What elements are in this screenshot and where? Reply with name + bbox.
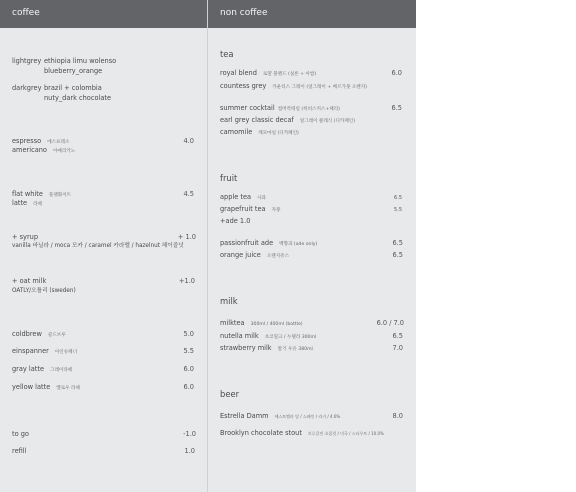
menu-item-refill: refill: [12, 447, 27, 455]
item-name: yellow latte: [12, 383, 51, 391]
menu-item-passionfruit-ade: [220, 239, 317, 249]
item-name: summer cocktail: [220, 104, 275, 112]
item-name: nutella milk: [220, 332, 259, 340]
price-orange-juice: 6.5: [392, 251, 403, 259]
price-einspanner: 5.5: [183, 347, 194, 355]
section-title-fruit: fruit: [220, 173, 238, 183]
menu-item-grapefruit-tea: [220, 205, 280, 215]
coffee-panel: [0, 0, 207, 492]
price-yellow-latte: 6.0: [183, 383, 194, 391]
item-korean: 옐로우 라떼: [56, 386, 80, 391]
menu-item-nutella-milk: [220, 332, 316, 342]
item-korean: 에스프레소: [47, 140, 70, 145]
section-title-beer: beer: [220, 389, 240, 399]
menu-item-ade-option: +ade 1.0: [220, 217, 251, 225]
item-korean: 얼그레이 클래식 (디카페인): [299, 119, 356, 124]
price-passionfruit-ade: 6.5: [392, 239, 403, 247]
item-korean: 플랫화이트: [48, 193, 72, 198]
menu-item-camomile: [220, 128, 299, 138]
item-korean: 사과: [257, 196, 266, 201]
price-coldbrew: 5.0: [183, 330, 194, 338]
item-korean: 브루클린 초콜릿 / 미국 / 스타우트 / 10.0%: [307, 431, 384, 436]
non-coffee-panel: [208, 0, 416, 492]
non-coffee-header: [208, 0, 416, 28]
menu-item-oat-milk: + oat milk: [12, 277, 47, 285]
item-korean: 아인슈페너: [54, 350, 78, 355]
item-korean: 라떼: [33, 202, 42, 207]
blend-darkgrey-notes: nuty_dark chocolate: [44, 94, 112, 102]
menu-item-einspanner: [12, 347, 77, 357]
section-title-tea: tea: [220, 49, 234, 59]
item-name: gray latte: [12, 365, 45, 373]
menu-item-royal-blend: [220, 69, 316, 79]
item-korean: 딸기 우유 380ml: [277, 347, 313, 352]
menu-item-summer-cocktail: [220, 104, 340, 114]
coffee-title: coffee: [12, 8, 40, 18]
price-estrella-damm: 8.0: [392, 412, 403, 420]
menu-item-countess-grey: [220, 82, 367, 92]
item-korean: 캐모마일 (디카페인): [258, 131, 299, 136]
item-name: Estrella Damm: [220, 412, 269, 420]
section-title-milk: milk: [220, 296, 238, 306]
item-korean: 썸머칵테일 (히비스커스+체리): [277, 107, 340, 112]
oat-milk-note: OATLY/오틀리 (sweden): [12, 288, 76, 294]
item-korean: 그레이라떼: [50, 368, 73, 373]
price-oat-milk: +1.0: [178, 277, 195, 285]
price-grapefruit-tea: 5.5: [394, 207, 402, 213]
menu-item-yellow-latte: [12, 383, 80, 393]
item-name: einspanner: [12, 347, 49, 355]
price-milktea: 6.0 / 7.0: [376, 319, 404, 327]
item-name: flat white: [12, 190, 43, 198]
item-korean: 카운티스 그레이 (얼그레이 + 베르가못 오렌지): [272, 85, 367, 90]
price-refill: 1.0: [184, 447, 195, 455]
price-to-go: -1.0: [183, 430, 196, 438]
item-korean: 백향과 (ade only): [279, 242, 318, 247]
menu-item-americano: [12, 146, 75, 156]
price-royal-blend: 6.0: [391, 69, 402, 77]
item-name: passionfruit ade: [220, 239, 274, 247]
price-strawberry-milk: 7.0: [392, 344, 403, 352]
coffee-header: [0, 0, 207, 28]
item-korean: 초코밀크 / 누텔라 300ml: [264, 335, 317, 340]
item-name: grapefruit tea: [220, 205, 266, 213]
non-coffee-title: non coffee: [220, 8, 268, 18]
menu-item-to-go: to go: [12, 430, 29, 438]
item-korean: 에스트렐라 담 / 스페인 / 라거 / 4.6%: [274, 414, 341, 419]
blend-lightgrey-origin: ethiopia limu wolenso: [44, 57, 117, 65]
menu-item-orange-juice: [220, 251, 289, 261]
menu-item-syrup: + syrup: [12, 233, 39, 241]
item-korean: 300ml / 400ml (bottle): [250, 322, 303, 327]
blend-darkgrey-origin: brazil + colombia: [44, 84, 102, 92]
item-name: earl grey classic decaf: [220, 116, 294, 124]
price-espresso: 4.0: [183, 137, 194, 145]
item-name: strawberry milk: [220, 344, 272, 352]
blend-lightgrey-notes: blueberry_orange: [44, 67, 103, 75]
item-name: royal blend: [220, 69, 257, 77]
blend-lightgrey-name: lightgrey: [12, 57, 42, 65]
price-gray-latte: 6.0: [183, 365, 194, 373]
menu-item-estrella-damm: [220, 412, 340, 421]
item-name: milktea: [220, 319, 245, 327]
item-korean: 로얄 블렌드 (실론 + 아쌈): [262, 72, 317, 77]
item-name: americano: [12, 146, 47, 154]
menu-item-brooklyn-stout: [220, 429, 384, 438]
menu-item-apple-tea: [220, 193, 266, 203]
menu-item-strawberry-milk: [220, 344, 313, 354]
syrup-options: vanilla 바닐라 / moca 모카 / caramel 카라멜 / hazelnut 헤이즐넛: [12, 243, 184, 249]
item-name: Brooklyn chocolate stout: [220, 429, 302, 437]
price-flat-white: 4.5: [183, 190, 194, 198]
price-nutella-milk: 6.5: [392, 332, 403, 340]
price-summer-cocktail: 6.5: [391, 104, 402, 112]
item-korean: 오렌지쥬스: [266, 254, 290, 259]
item-korean: 자몽: [271, 208, 281, 213]
blend-darkgrey-name: darkgrey: [12, 84, 42, 92]
item-name: camomile: [220, 128, 253, 136]
menu-item-milktea: [220, 319, 303, 329]
item-name: countess grey: [220, 82, 267, 90]
item-name: orange juice: [220, 251, 261, 259]
item-name: latte: [12, 199, 28, 207]
menu-item-latte: [12, 199, 42, 209]
item-name: apple tea: [220, 193, 252, 201]
menu-item-gray-latte: [12, 365, 72, 375]
item-korean: 아메리카노: [52, 149, 76, 154]
price-syrup: + 1.0: [177, 233, 196, 241]
menu-item-earl-grey-decaf: [220, 116, 355, 126]
price-apple-tea: 6.5: [394, 195, 402, 201]
item-korean: 콜드브루: [47, 333, 66, 338]
item-name: espresso: [12, 137, 42, 145]
item-name: coldbrew: [12, 330, 42, 338]
menu-item-coldbrew: [12, 330, 66, 340]
